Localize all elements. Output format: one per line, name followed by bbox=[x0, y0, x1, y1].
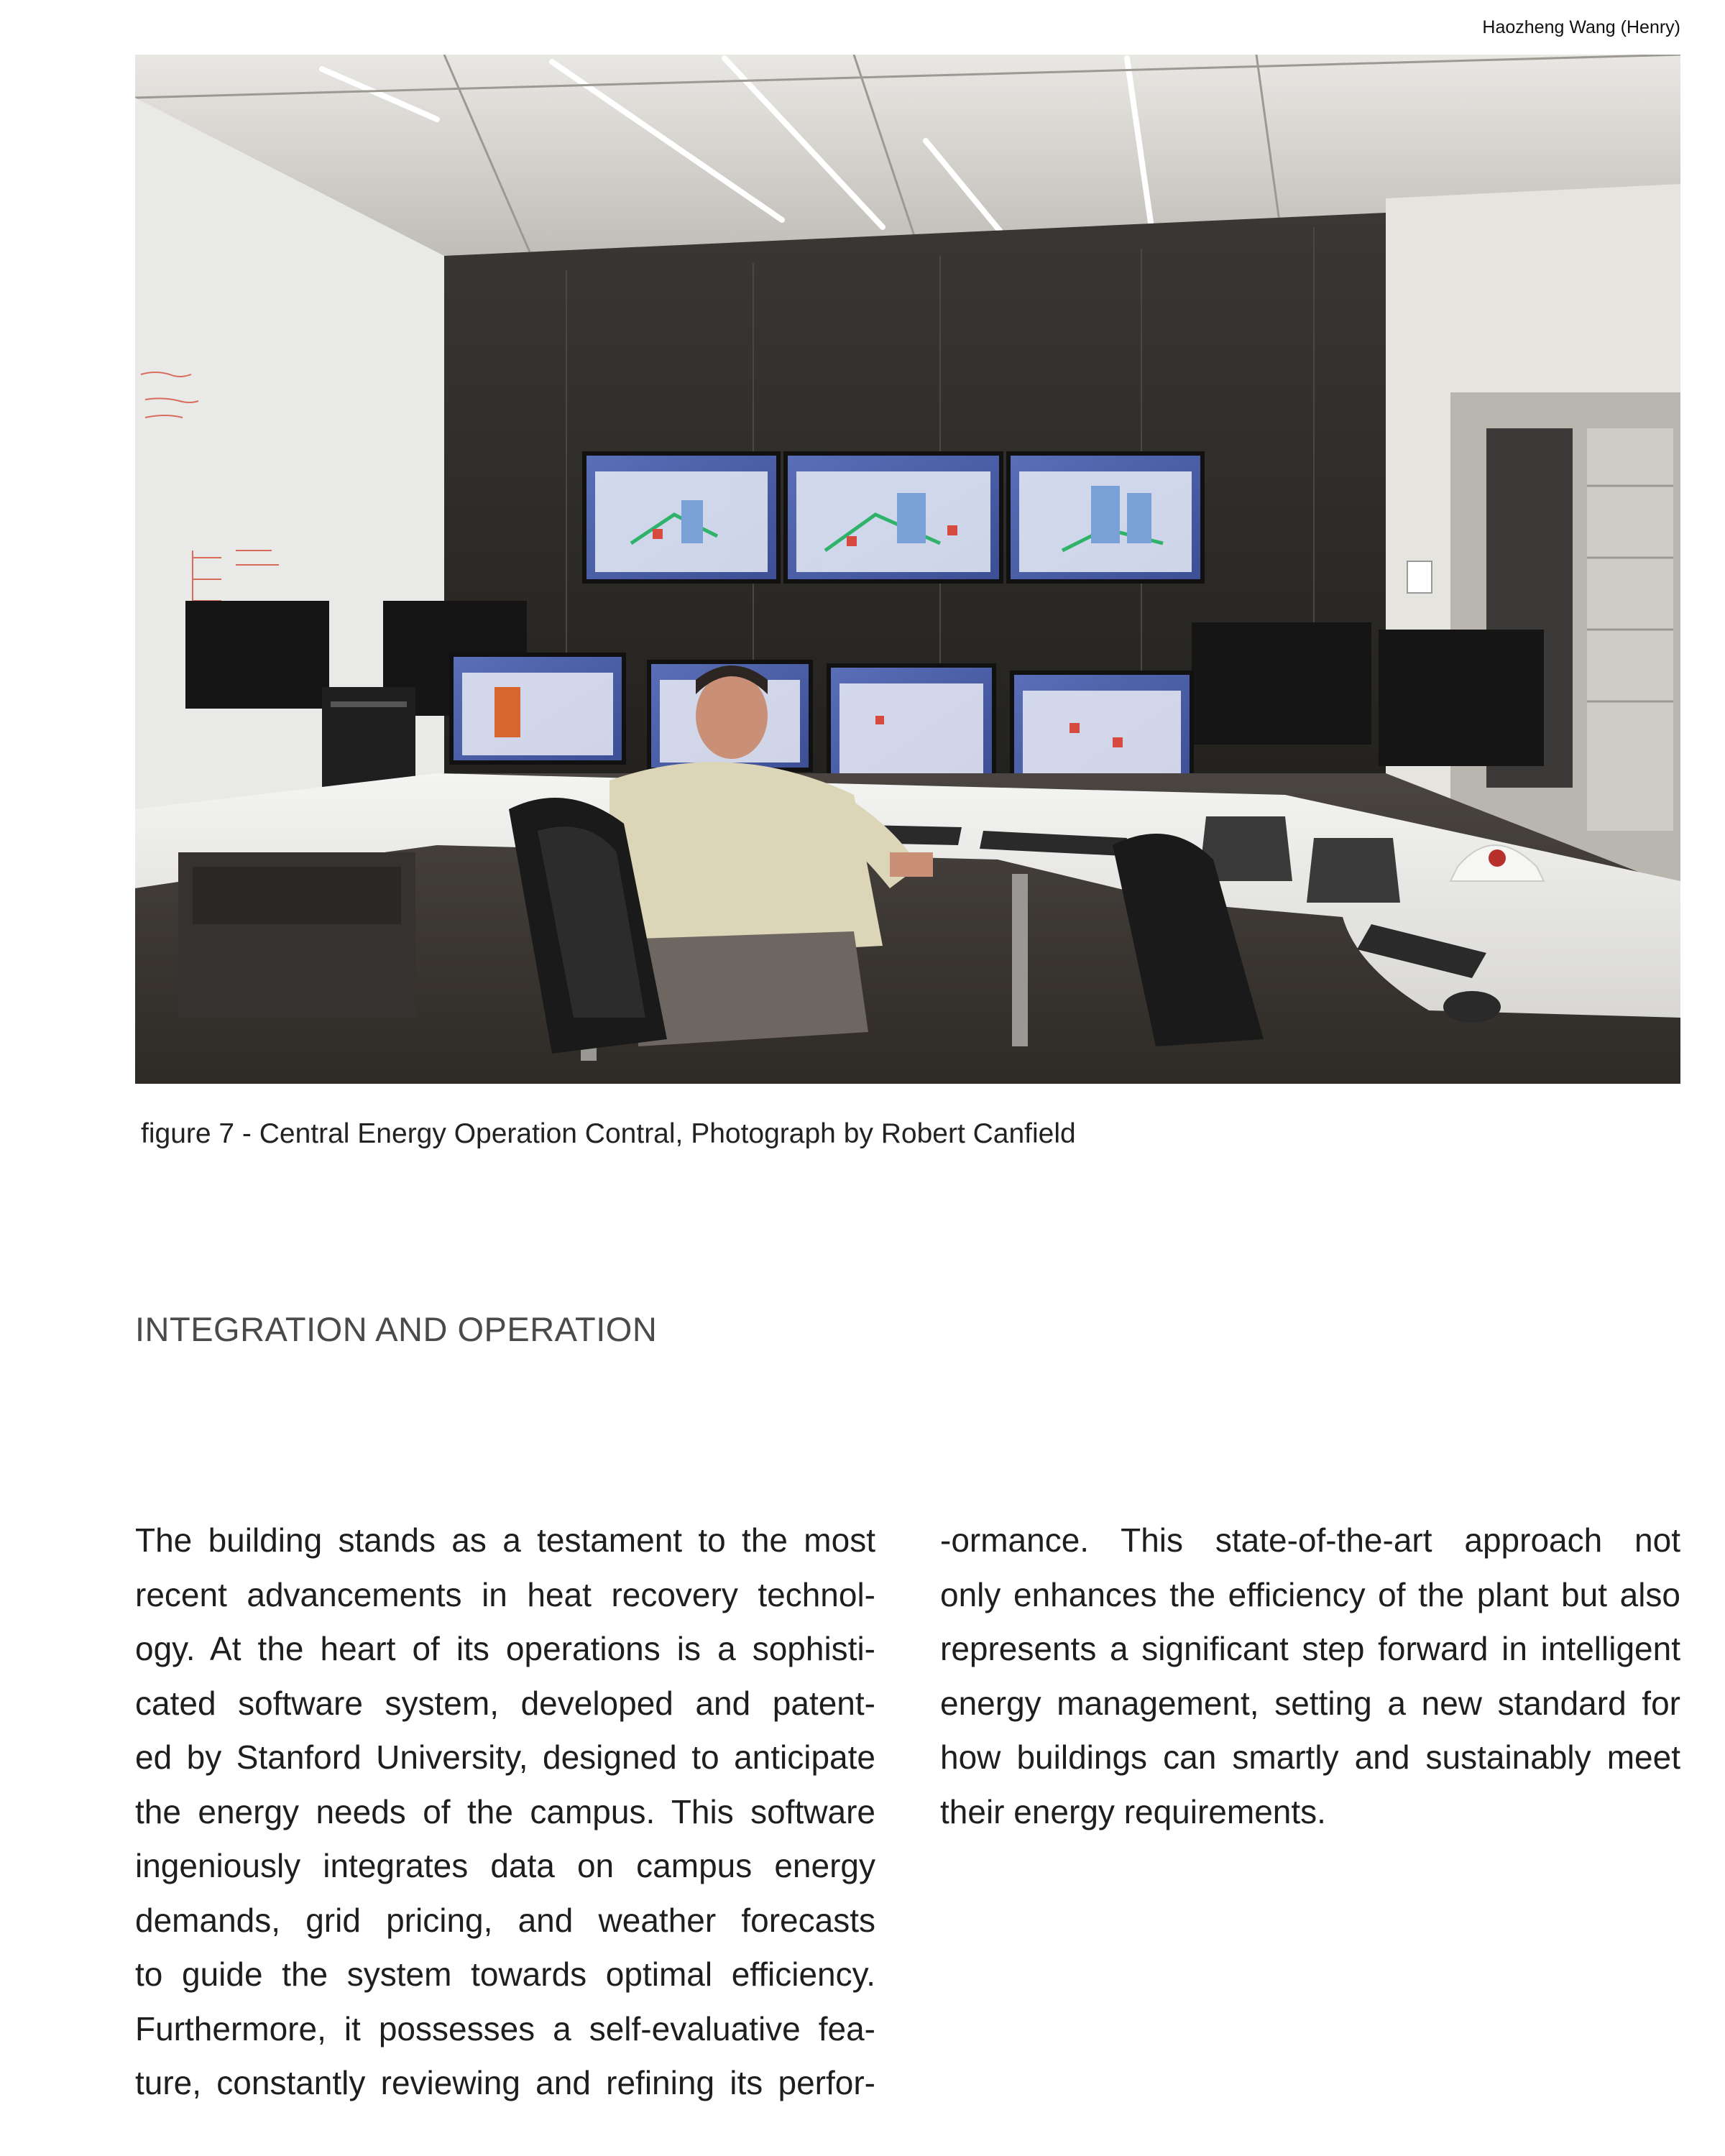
body-line: only enhances the efficiency of the plant but also bbox=[940, 1575, 1680, 1613]
body-line: cated software system, developed and patent- bbox=[135, 1684, 875, 1722]
body-line: the energy needs of the campus. This software bbox=[135, 1792, 875, 1830]
body-line: ture, constantly reviewing and refining its perfor- bbox=[135, 2064, 875, 2101]
body-line: The building stands as a testament to the most bbox=[135, 1521, 875, 1559]
body-line: their energy requirements. bbox=[940, 1792, 1326, 1830]
body-line: energy management, setting a new standard for bbox=[940, 1684, 1680, 1722]
figure-caption: figure 7 - Central Energy Operation Contral, Photograph by Robert Canfield bbox=[141, 1118, 1076, 1149]
section-heading: INTEGRATION AND OPERATION bbox=[135, 1310, 658, 1348]
body-line: how buildings can smartly and sustainably meet bbox=[940, 1738, 1680, 1776]
body-line: ed by Stanford University, designed to anticipate bbox=[135, 1738, 875, 1776]
body-line: ogy. At the heart of its operations is a sophisti- bbox=[135, 1630, 875, 1667]
body-line: to guide the system towards optimal efficiency. bbox=[135, 1955, 875, 1993]
body-line: demands, grid pricing, and weather forecasts bbox=[135, 1901, 875, 1939]
page-author: Haozheng Wang (Henry) bbox=[1482, 17, 1680, 37]
body-line: ingeniously integrates data on campus energy bbox=[135, 1847, 875, 1884]
body-line: represents a significant step forward in intelligent bbox=[940, 1630, 1680, 1667]
body-column-right bbox=[940, 1514, 1680, 1839]
body-line: -ormance. This state-of-the-art approach not bbox=[940, 1521, 1680, 1559]
body-line: Furthermore, it possesses a self-evaluative fea- bbox=[135, 2009, 875, 2047]
body-column-left bbox=[135, 1514, 875, 2111]
body-line: recent advancements in heat recovery technol- bbox=[135, 1575, 875, 1613]
control-room-photo bbox=[135, 55, 1680, 1084]
